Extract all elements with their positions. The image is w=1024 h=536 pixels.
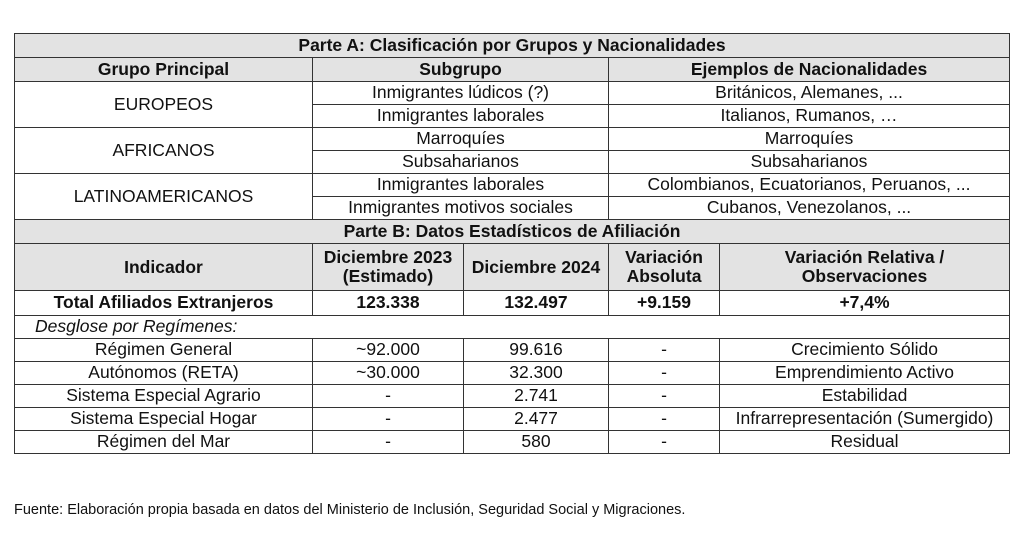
subgroup-cell: Inmigrantes laborales xyxy=(313,105,609,128)
total-relative-variation: +7,4% xyxy=(720,291,1010,316)
breakdown-label: Desglose por Regímenes: xyxy=(15,316,1010,339)
subgroup-cell: Marroquíes xyxy=(313,128,609,151)
absolute-variation-value: - xyxy=(609,385,720,408)
observation-value: Crecimiento Sólido xyxy=(720,339,1010,362)
total-absolute-variation: +9.159 xyxy=(609,291,720,316)
subgroup-cell: Subsaharianos xyxy=(313,151,609,174)
group-name: EUROPEOS xyxy=(15,82,313,128)
header-relative-variation: Variación Relativa / Observaciones xyxy=(720,244,1010,291)
part-b-header-row xyxy=(15,244,1010,291)
header-dec-2024: Diciembre 2024 xyxy=(464,244,609,291)
table-row xyxy=(15,82,1010,105)
nationality-affiliation-table xyxy=(14,33,1010,454)
examples-cell: Cubanos, Venezolanos, ... xyxy=(609,197,1010,220)
examples-cell: Británicos, Alemanes, ... xyxy=(609,82,1010,105)
header-nationality-examples: Ejemplos de Nacionalidades xyxy=(609,58,1010,82)
total-label: Total Afiliados Extranjeros xyxy=(15,291,313,316)
total-dec-2023: 123.338 xyxy=(313,291,464,316)
header-indicator: Indicador xyxy=(15,244,313,291)
dec-2024-value: 32.300 xyxy=(464,362,609,385)
examples-cell: Italianos, Rumanos, … xyxy=(609,105,1010,128)
group-name: AFRICANOS xyxy=(15,128,313,174)
observation-value: Estabilidad xyxy=(720,385,1010,408)
header-main-group: Grupo Principal xyxy=(15,58,313,82)
absolute-variation-value: - xyxy=(609,408,720,431)
table-row xyxy=(15,408,1010,431)
dec-2023-value: ~92.000 xyxy=(313,339,464,362)
table-row xyxy=(15,431,1010,454)
part-a-title-row xyxy=(15,34,1010,58)
regime-label: Régimen General xyxy=(15,339,313,362)
observation-value: Residual xyxy=(720,431,1010,454)
table-row xyxy=(15,339,1010,362)
dec-2024-value: 2.741 xyxy=(464,385,609,408)
dec-2024-value: 99.616 xyxy=(464,339,609,362)
dec-2023-value: - xyxy=(313,431,464,454)
examples-cell: Colombianos, Ecuatorianos, Peruanos, ... xyxy=(609,174,1010,197)
table-row xyxy=(15,362,1010,385)
regime-label: Autónomos (RETA) xyxy=(15,362,313,385)
header-subgroup: Subgrupo xyxy=(313,58,609,82)
dec-2023-value: ~30.000 xyxy=(313,362,464,385)
header-absolute-variation: Variación Absoluta xyxy=(609,244,720,291)
subgroup-cell: Inmigrantes laborales xyxy=(313,174,609,197)
examples-cell: Marroquíes xyxy=(609,128,1010,151)
subgroup-cell: Inmigrantes lúdicos (?) xyxy=(313,82,609,105)
dec-2023-value: - xyxy=(313,385,464,408)
dec-2024-value: 580 xyxy=(464,431,609,454)
part-a-header-row xyxy=(15,58,1010,82)
regime-label: Sistema Especial Agrario xyxy=(15,385,313,408)
observation-value: Emprendimiento Activo xyxy=(720,362,1010,385)
source-note: Fuente: Elaboración propia basada en datos del Ministerio de Inclusión, Seguridad Social y Migraciones. xyxy=(14,502,686,518)
absolute-variation-value: - xyxy=(609,339,720,362)
observation-value: Infrarrepresentación (Sumergido) xyxy=(720,408,1010,431)
total-row xyxy=(15,291,1010,316)
group-name: LATINOAMERICANOS xyxy=(15,174,313,220)
dec-2024-value: 2.477 xyxy=(464,408,609,431)
regime-label: Sistema Especial Hogar xyxy=(15,408,313,431)
part-b-title: Parte B: Datos Estadísticos de Afiliación xyxy=(15,220,1010,244)
dec-2023-value: - xyxy=(313,408,464,431)
part-a-title: Parte A: Clasificación por Grupos y Nacionalidades xyxy=(15,34,1010,58)
absolute-variation-value: - xyxy=(609,362,720,385)
part-b-title-row xyxy=(15,220,1010,244)
absolute-variation-value: - xyxy=(609,431,720,454)
regime-label: Régimen del Mar xyxy=(15,431,313,454)
breakdown-label-row xyxy=(15,316,1010,339)
header-dec-2023: Diciembre 2023 (Estimado) xyxy=(313,244,464,291)
subgroup-cell: Inmigrantes motivos sociales xyxy=(313,197,609,220)
total-dec-2024: 132.497 xyxy=(464,291,609,316)
table-row xyxy=(15,385,1010,408)
table-row xyxy=(15,174,1010,197)
table-row xyxy=(15,128,1010,151)
examples-cell: Subsaharianos xyxy=(609,151,1010,174)
